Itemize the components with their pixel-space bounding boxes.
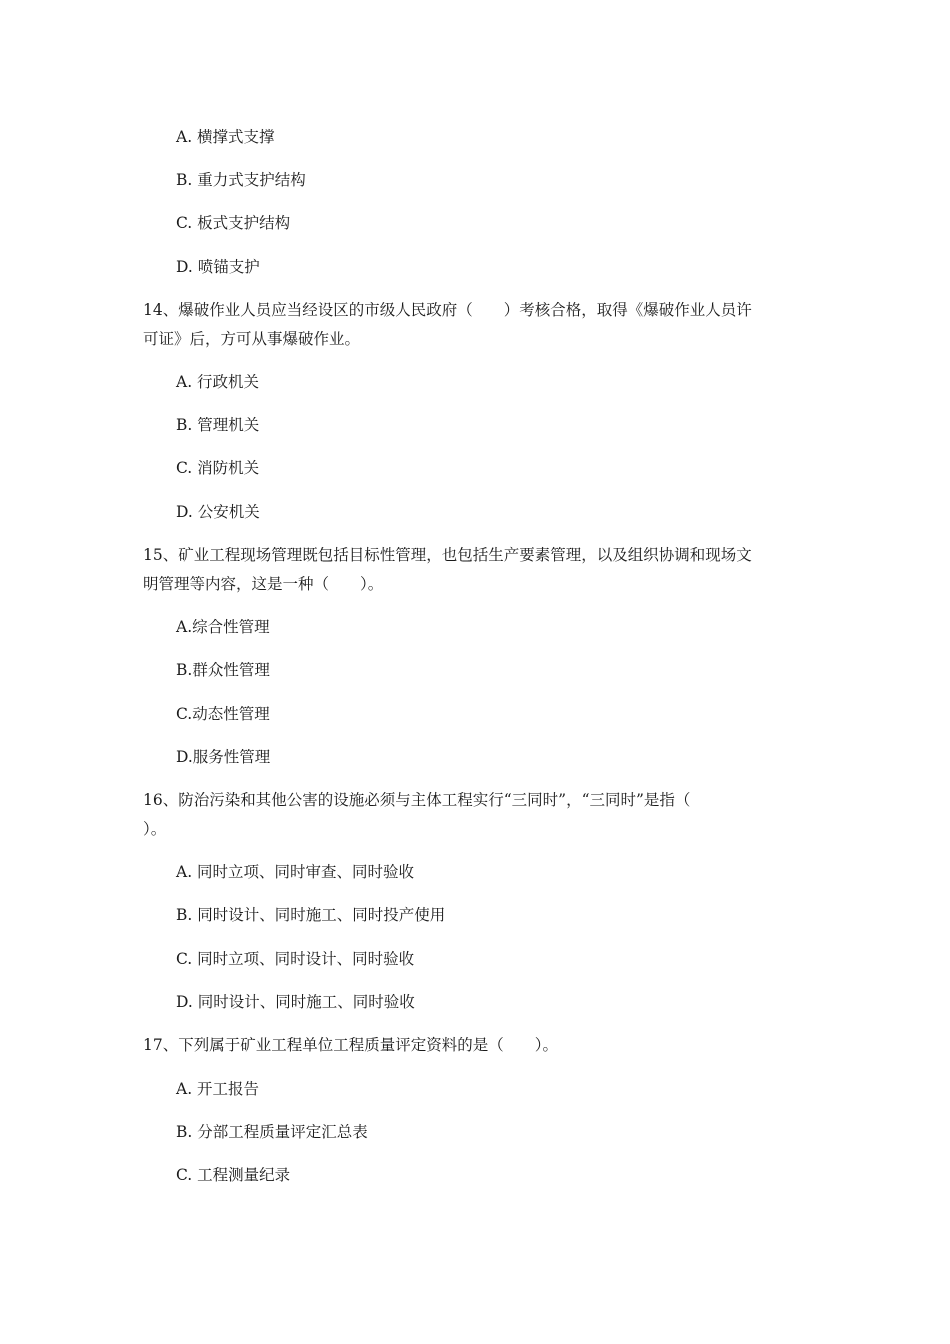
- q16-option-a: A. 同时立项、同时审查、同时验收: [176, 863, 415, 881]
- q16-option-b: B. 同时设计、同时施工、同时投产使用: [176, 906, 446, 924]
- q13-option-a: A. 横撑式支撑: [176, 128, 275, 146]
- q14-stem-line2: 可证》后，方可从事爆破作业。: [143, 330, 361, 348]
- q16-option-d: D. 同时设计、同时施工、同时验收: [176, 993, 415, 1011]
- q15-option-a: A.综合性管理: [176, 618, 270, 636]
- q16-stem-line2: ）。: [143, 820, 167, 838]
- q16-option-c: C. 同时立项、同时设计、同时验收: [176, 950, 415, 968]
- q15-option-b: B.群众性管理: [176, 661, 270, 679]
- q16-stem-line1: 16、防治污染和其他公害的设施必须与主体工程实行“三同时”，“三同时”是指（: [143, 791, 691, 809]
- q17-option-b: B. 分部工程质量评定汇总表: [176, 1123, 368, 1141]
- q15-option-d: D.服务性管理: [176, 748, 271, 766]
- q13-option-d: D. 喷锚支护: [176, 258, 260, 276]
- q15-option-c: C.动态性管理: [176, 705, 270, 723]
- q14-option-d: D. 公安机关: [176, 503, 260, 521]
- q13-option-b: B. 重力式支护结构: [176, 171, 306, 189]
- q15-stem-line1: 15、矿业工程现场管理既包括目标性管理，也包括生产要素管理，以及组织协调和现场文: [143, 546, 752, 564]
- q17-option-c: C. 工程测量纪录: [176, 1166, 291, 1184]
- q14-option-c: C. 消防机关: [176, 459, 260, 477]
- q17-option-a: A. 开工报告: [176, 1080, 260, 1098]
- q15-stem-line2: 明管理等内容，这是一种（ ）。: [143, 575, 384, 593]
- q14-stem-line1: 14、爆破作业人员应当经设区的市级人民政府（ ）考核合格，取得《爆破作业人员许: [143, 301, 752, 319]
- q14-option-b: B. 管理机关: [176, 416, 260, 434]
- q17-stem-line1: 17、下列属于矿业工程单位工程质量评定资料的是（ ）。: [143, 1036, 558, 1054]
- q14-option-a: A. 行政机关: [176, 373, 260, 391]
- q13-option-c: C. 板式支护结构: [176, 214, 291, 232]
